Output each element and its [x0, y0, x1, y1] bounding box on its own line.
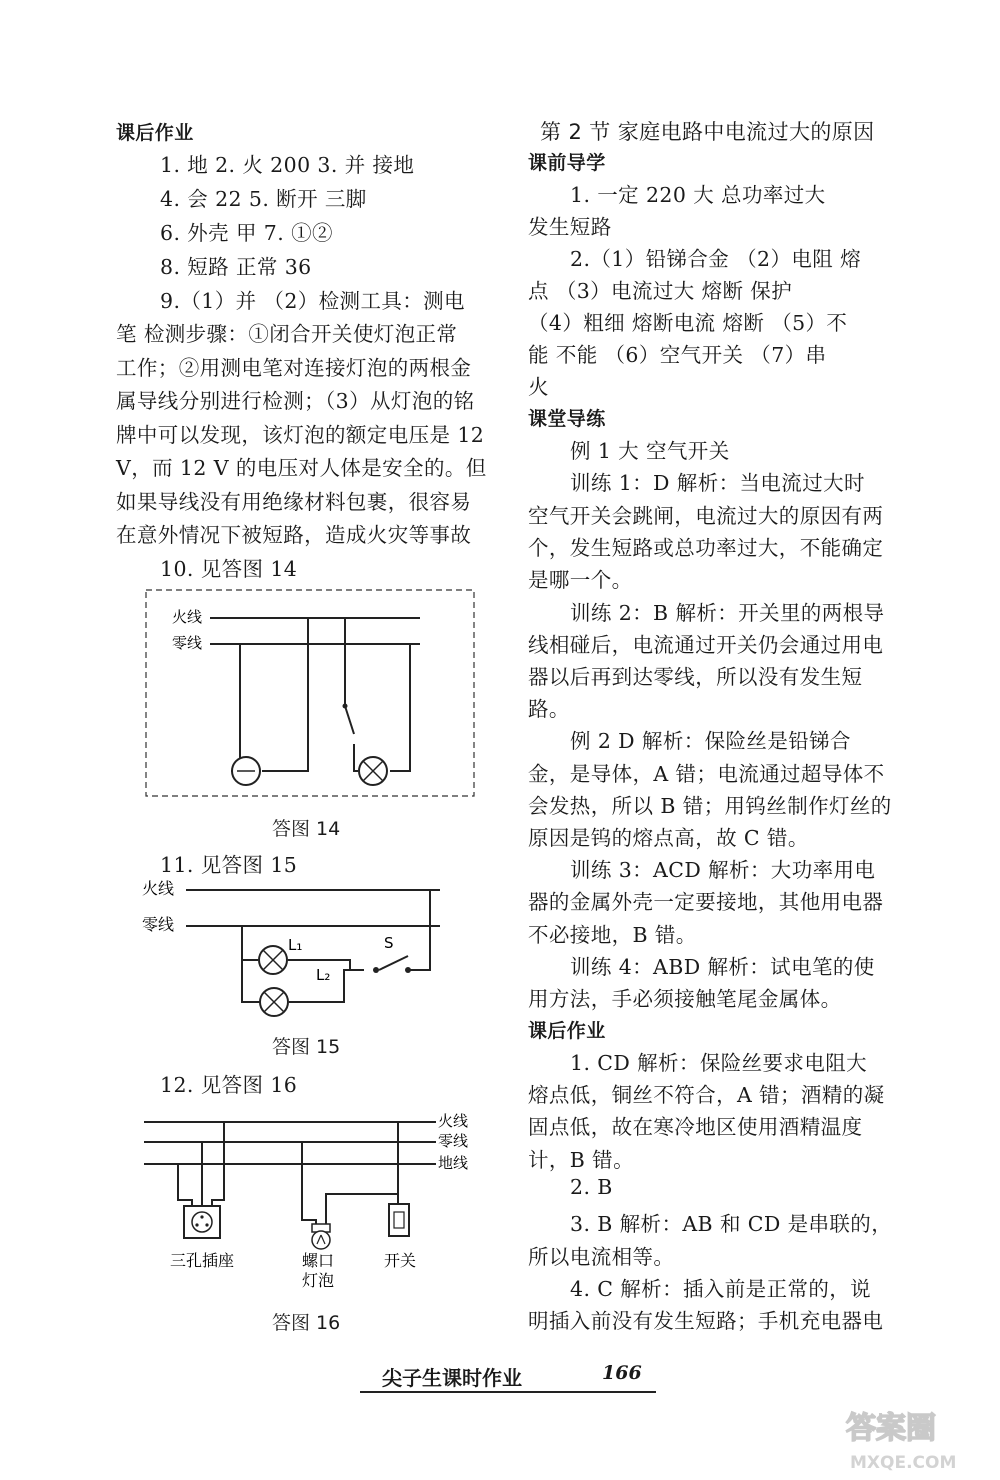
answer-line: 线相碰后，电流通过开关仍会通过用电 — [528, 633, 884, 657]
answer-line: （4）粗细 熔断电流 熔断 （5）不 — [528, 311, 848, 335]
heading-preview: 课前导学 — [528, 152, 606, 174]
lamp-l1-icon — [259, 946, 287, 974]
watermark-logo — [840, 1398, 970, 1478]
answer-line: 火 — [528, 375, 549, 399]
answer-line: 训练 4：ABD 解析：试电笔的使 — [570, 955, 875, 979]
figure-14-caption: 答图 14 — [272, 818, 341, 840]
answer-line: 训练 1：D 解析：当电流过大时 — [570, 471, 865, 495]
live-wire-label: 火线 — [438, 1112, 469, 1130]
answer-line: 8. 短路 正常 36 — [160, 255, 312, 279]
answer-line: 计，B 错。 — [528, 1148, 634, 1172]
answer-line: 器的金属外壳一定要接地，其他用电器 — [528, 890, 884, 914]
lamp-l1-label: L₁ — [288, 936, 303, 954]
answer-line: 空气开关会跳闸，电流过大的原因有两 — [528, 504, 884, 528]
answer-line: 能 不能 （6）空气开关 （7）串 — [528, 343, 827, 367]
figure-15-caption: 答图 15 — [272, 1036, 341, 1058]
lamp-l2-icon — [260, 988, 288, 1016]
ground-wire-label: 地线 — [438, 1154, 469, 1172]
lamp-holder-icon — [232, 757, 260, 785]
bulb-label-line1: 螺口 — [302, 1251, 335, 1270]
page-number: 166 — [602, 1362, 642, 1384]
answer-line: 属导线分别进行检测；（3）从灯泡的铭 — [116, 389, 475, 413]
answer-line: 不必接地，B 错。 — [528, 923, 697, 947]
answer-line: 笔 检测步骤：①闭合开关使灯泡正常 — [116, 322, 458, 346]
answer-line: 是哪一个。 — [528, 568, 633, 592]
answer-line: 在意外情况下被短路，造成火灾等事故 — [116, 523, 472, 547]
figure-16-caption: 答图 16 — [272, 1312, 341, 1334]
answer-line: 9.（1）并 （2）检测工具：测电 — [160, 289, 465, 313]
answer-line: 明插入前没有发生短路；手机充电器电 — [528, 1309, 884, 1333]
switch-label: S — [384, 934, 394, 952]
socket-icon — [184, 1206, 220, 1238]
answer-line: 2.（1）铅锑合金 （2）电阻 熔 — [570, 247, 861, 271]
heading-classroom: 课堂导练 — [528, 408, 606, 430]
answer-line: 固点低，故在寒冷地区使用酒精温度 — [528, 1115, 863, 1139]
lamp-l2-label: L₂ — [316, 966, 331, 984]
answer-line: 10. 见答图 14 — [160, 557, 298, 581]
answer-line: V，而 12 V 的电压对人体是安全的。但 — [116, 456, 487, 480]
switch-pivot — [343, 704, 348, 709]
heading-after-class: 课后作业 — [528, 1020, 606, 1042]
screw-bulb-icon — [312, 1224, 330, 1249]
socket-label: 三孔插座 — [170, 1251, 235, 1270]
answer-line: 4. C 解析：插入前是正常的，说 — [570, 1277, 872, 1301]
answer-line: 会发热，所以 B 错；用钨丝制作灯丝的 — [528, 794, 892, 818]
answer-line: 原因是钨的熔点高，故 C 错。 — [528, 826, 809, 850]
switch-label: 开关 — [384, 1251, 417, 1270]
left-heading-homework: 课后作业 — [116, 122, 194, 144]
lamp-icon — [359, 757, 387, 785]
answer-line: 4. 会 22 5. 断开 三脚 — [160, 187, 367, 211]
answer-line: 6. 外壳 甲 7. ①② — [160, 221, 333, 245]
footer-rule — [360, 1391, 656, 1393]
live-wire-label: 火线 — [172, 608, 203, 626]
answer-line: 例 1 大 空气开关 — [570, 439, 730, 463]
answer-line: 如果导线没有用绝缘材料包裹，很容易 — [116, 490, 472, 514]
answer-line: 牌中可以发现，该灯泡的额定电压是 12 — [116, 423, 485, 447]
answer-line: 器以后再到达零线，所以没有发生短 — [528, 665, 863, 689]
answer-line: 点 （3）电流过大 熔断 保护 — [528, 279, 793, 303]
answer-line: 3. B 解析：AB 和 CD 是串联的， — [570, 1212, 893, 1236]
answer-line: 工作；②用测电笔对连接灯泡的两根金 — [116, 356, 472, 380]
answer-line: 发生短路 — [528, 215, 612, 239]
switch-icon — [389, 1204, 409, 1236]
answer-line: 用方法，手必须接触笔尾金属体。 — [528, 987, 842, 1011]
answer-line: 个，发生短路或总功率过大，不能确定 — [528, 536, 884, 560]
answer-line: 所以电流相等。 — [528, 1245, 675, 1269]
answer-line: 1. CD 解析：保险丝要求电阻大 — [570, 1051, 868, 1075]
answer-line: 熔点低，铜丝不符合，A 错；酒精的凝 — [528, 1083, 885, 1107]
figure-16-circuit — [140, 1100, 500, 1290]
svg-text:答案圈: 答案圈 — [846, 1411, 936, 1446]
answer-line: 训练 2：B 解析：开关里的两根导 — [570, 601, 885, 625]
answer-line: 例 2 D 解析：保险丝是铅锑合 — [570, 729, 851, 753]
answer-line: 1. 一定 220 大 总功率过大 — [570, 183, 826, 207]
answer-line: 2. B — [570, 1175, 613, 1199]
answer-line: 训练 3：ACD 解析：大功率用电 — [570, 858, 876, 882]
live-wire-label: 火线 — [142, 879, 175, 898]
svg-text:MXQE.COM: MXQE.COM — [850, 1453, 957, 1473]
section-title: 第 2 节 家庭电路中电流过大的原因 — [540, 120, 875, 144]
figure-14-circuit — [140, 586, 480, 801]
footer-book-title: 尖子生课时作业 — [382, 1366, 522, 1390]
bulb-label-line2: 灯泡 — [302, 1271, 335, 1290]
neutral-wire-label: 零线 — [142, 915, 175, 934]
answer-line: 1. 地 2. 火 200 3. 并 接地 — [160, 153, 415, 177]
answer-line: 12. 见答图 16 — [160, 1073, 298, 1097]
answer-line: 路。 — [528, 697, 570, 721]
answer-line: 金，是导体，A 错；电流通过超导体不 — [528, 762, 885, 786]
switch-contact — [373, 967, 379, 973]
figure-15-circuit — [140, 876, 450, 1026]
neutral-wire-label: 零线 — [438, 1132, 469, 1150]
answer-line: 11. 见答图 15 — [160, 853, 298, 877]
neutral-wire-label: 零线 — [172, 634, 203, 652]
switch-contact — [405, 967, 411, 973]
